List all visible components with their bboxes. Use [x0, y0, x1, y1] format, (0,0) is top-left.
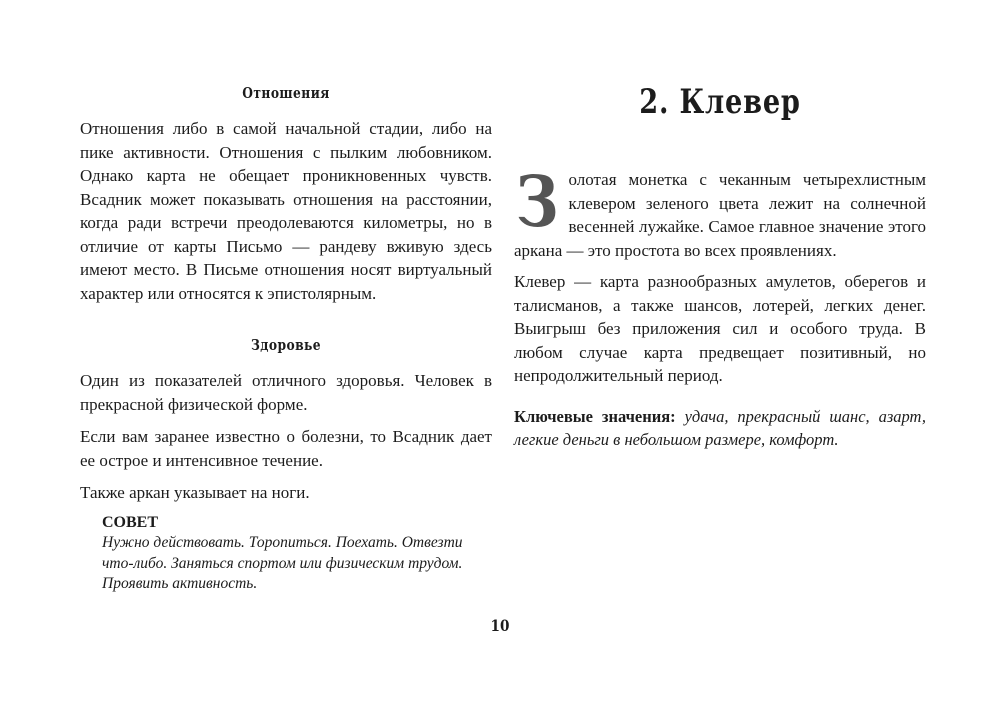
relationships-text: Отношения либо в самой начальной стадии, либо на пике активности. Отношения с пылким любовником. Однако карта не обещает проникновенных чувств. Всадник может показывать отношения на расстоянии, когда ради встречи преодолеваются километры, но в отличие от карты Письмо — рандеву вживую здесь имеют место. В Письме отношения носят виртуальный характер или относятся к эпистолярным. — [80, 119, 492, 303]
health-paragraph-3: Также аркан указывает на ноги. — [80, 483, 310, 502]
health-heading: Здоровье — [250, 336, 322, 354]
relationships-heading: Отношения — [242, 84, 330, 102]
page-number: 10 — [490, 616, 510, 635]
clover-description — [514, 270, 926, 388]
clover-intro-text: олотая монетка с чеканным четырехлистным клевером зеленого цвета лежит на солнечной весенней лужайке. Самое главное значение этого аркана — это простота во всех проявлениях. — [514, 170, 926, 260]
health-paragraph-1: Один из показателей отличного здоровья. Человек в прекрасной физической форме. — [80, 371, 492, 414]
relationships-section — [80, 117, 492, 305]
clover-paragraph-2: Клевер — карта разнообразных амулетов, оберегов и талисманов, а также шансов, лотерей, легких денег. Выигрыш без приложения сил и особого труда. В любом случае карта предвещает позитивный, но непродолжительный период. — [514, 272, 926, 385]
drop-cap: З — [515, 160, 559, 243]
key-meanings-text: удача, прекрасный шанс, азарт, легкие деньги в небольшом размере, комфорт. — [514, 407, 926, 449]
advice-text: Нужно действовать. Торопиться. Поехать. Отвезти что-либо. Заняться спортом или физическим трудом. Проявить активность. — [102, 534, 463, 592]
key-meanings-label: Ключевые значения: — [514, 407, 676, 426]
health-section — [80, 369, 492, 505]
advice-title: СОВЕТ — [102, 514, 159, 531]
chapter-title: 2. Клевер — [639, 82, 801, 122]
clover-intro — [514, 160, 926, 262]
advice-box — [102, 513, 494, 595]
key-meanings — [514, 405, 926, 451]
health-paragraph-2: Если вам заранее известно о болезни, то Всадник дает ее острое и интенсивное течение. — [80, 427, 492, 470]
